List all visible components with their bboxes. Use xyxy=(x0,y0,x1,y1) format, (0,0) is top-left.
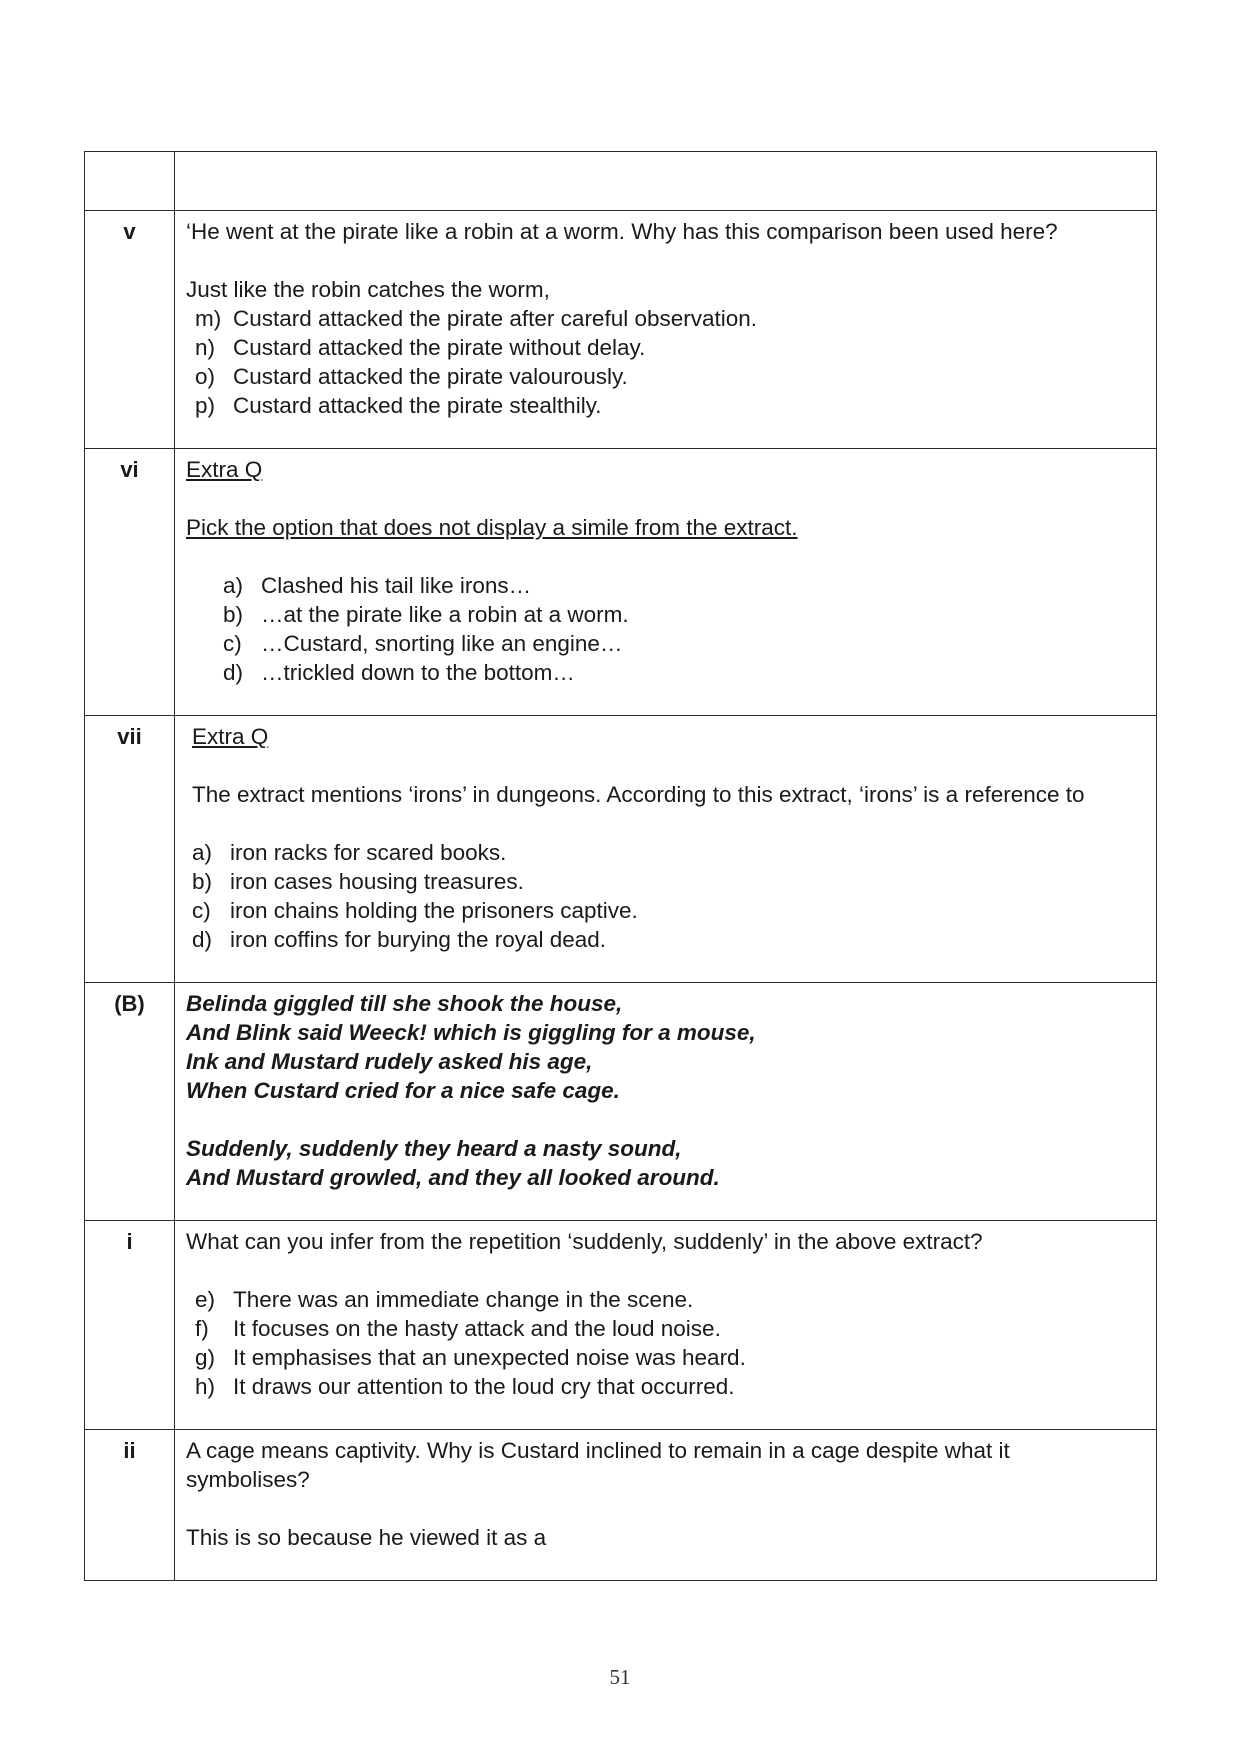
extract-row-b xyxy=(85,983,1157,1221)
question-text: What can you infer from the repetition ‘suddenly, suddenly’ in the above extract? xyxy=(186,1229,983,1254)
option xyxy=(223,600,1138,629)
question-number: ii xyxy=(85,1430,175,1581)
question-number: vii xyxy=(85,716,175,983)
question-content xyxy=(175,449,1157,716)
option-letter: g) xyxy=(195,1345,216,1370)
option-letter: o) xyxy=(195,364,216,389)
option xyxy=(195,1372,1138,1401)
option-text: Custard attacked the pirate stealthily. xyxy=(233,393,602,418)
poem-line: Belinda giggled till she shook the house, xyxy=(186,991,623,1016)
extra-q-tag: Extra Q xyxy=(186,457,263,482)
option-list xyxy=(192,838,1138,954)
answer-lead: This is so because he viewed it as a xyxy=(186,1525,547,1550)
question-table xyxy=(84,151,1157,1581)
option-letter: a) xyxy=(192,840,213,865)
option xyxy=(195,333,1138,362)
option-text: Custard attacked the pirate after careful observation. xyxy=(233,306,758,331)
option xyxy=(223,629,1138,658)
question-row-i xyxy=(85,1221,1157,1430)
question-number: vi xyxy=(85,449,175,716)
question-text: ‘He went at the pirate like a robin at a worm. Why has this comparison been used here? xyxy=(186,219,1058,244)
option-letter: a) xyxy=(223,573,244,598)
extra-q-tag: Extra Q xyxy=(192,724,269,749)
option-letter: d) xyxy=(223,660,244,685)
question-number: v xyxy=(85,211,175,449)
option-text: Custard attacked the pirate valourously. xyxy=(233,364,628,389)
poem-extract xyxy=(175,983,1157,1221)
empty-header-row xyxy=(85,152,1157,211)
option xyxy=(195,1314,1138,1343)
option-letter: m) xyxy=(195,306,222,331)
page-number: 51 xyxy=(609,1665,631,1689)
question-text: A cage means captivity. Why is Custard inclined to remain in a cage despite what it symbolises? xyxy=(186,1438,1010,1492)
question-text: Pick the option that does not display a simile from the extract. xyxy=(186,515,798,540)
question-content xyxy=(175,1430,1157,1581)
option-text: iron racks for scared books. xyxy=(230,840,507,865)
section-label: (B) xyxy=(85,983,175,1221)
option-letter: f) xyxy=(195,1316,209,1341)
option xyxy=(195,1285,1138,1314)
question-row-vi xyxy=(85,449,1157,716)
poem-line: And Mustard growled, and they all looked around. xyxy=(186,1165,720,1190)
question-row-vii xyxy=(85,716,1157,983)
option-letter: e) xyxy=(195,1287,216,1312)
option-letter: c) xyxy=(223,631,242,656)
option-letter: d) xyxy=(192,927,213,952)
option xyxy=(192,925,1138,954)
option xyxy=(192,896,1138,925)
empty-content-cell xyxy=(175,152,1157,211)
option-text: …trickled down to the bottom… xyxy=(261,660,575,685)
option xyxy=(195,1343,1138,1372)
option xyxy=(223,571,1138,600)
option-text: …at the pirate like a robin at a worm. xyxy=(261,602,629,627)
option-letter: h) xyxy=(195,1374,216,1399)
poem-line: When Custard cried for a nice safe cage. xyxy=(186,1078,620,1103)
option xyxy=(223,658,1138,687)
question-row-ii xyxy=(85,1430,1157,1581)
option-text: Clashed his tail like irons… xyxy=(261,573,532,598)
question-row-v xyxy=(85,211,1157,449)
option-text: There was an immediate change in the scene. xyxy=(233,1287,694,1312)
option xyxy=(195,304,1138,333)
option-text: It draws our attention to the loud cry that occurred. xyxy=(233,1374,735,1399)
option-text: It emphasises that an unexpected noise was heard. xyxy=(233,1345,746,1370)
option-letter: b) xyxy=(192,869,213,894)
option-list xyxy=(186,571,1138,687)
empty-num-cell xyxy=(85,152,175,211)
option-list xyxy=(186,304,1138,420)
poem-line: Ink and Mustard rudely asked his age, xyxy=(186,1049,593,1074)
option-text: iron cases housing treasures. xyxy=(230,869,524,894)
option-letter: p) xyxy=(195,393,216,418)
question-text: The extract mentions ‘irons’ in dungeons. According to this extract, ‘irons’ is a reference to xyxy=(192,782,1085,807)
option xyxy=(192,838,1138,867)
option-list xyxy=(186,1285,1138,1401)
option-letter: c) xyxy=(192,898,211,923)
option-text: iron coffins for burying the royal dead. xyxy=(230,927,607,952)
option-letter: b) xyxy=(223,602,244,627)
poem-line: Suddenly, suddenly they heard a nasty sound, xyxy=(186,1136,682,1161)
question-content xyxy=(175,1221,1157,1430)
question-content xyxy=(175,211,1157,449)
option-text: …Custard, snorting like an engine… xyxy=(261,631,623,656)
option-text: Custard attacked the pirate without delay. xyxy=(233,335,646,360)
option-text: It focuses on the hasty attack and the loud noise. xyxy=(233,1316,721,1341)
option-letter: n) xyxy=(195,335,216,360)
option xyxy=(192,867,1138,896)
question-content xyxy=(175,716,1157,983)
option-text: iron chains holding the prisoners captive. xyxy=(230,898,638,923)
option xyxy=(195,362,1138,391)
question-number: i xyxy=(85,1221,175,1430)
option xyxy=(195,391,1138,420)
answer-lead: Just like the robin catches the worm, xyxy=(186,277,550,302)
poem-line: And Blink said Weeck! which is giggling for a mouse, xyxy=(186,1020,756,1045)
